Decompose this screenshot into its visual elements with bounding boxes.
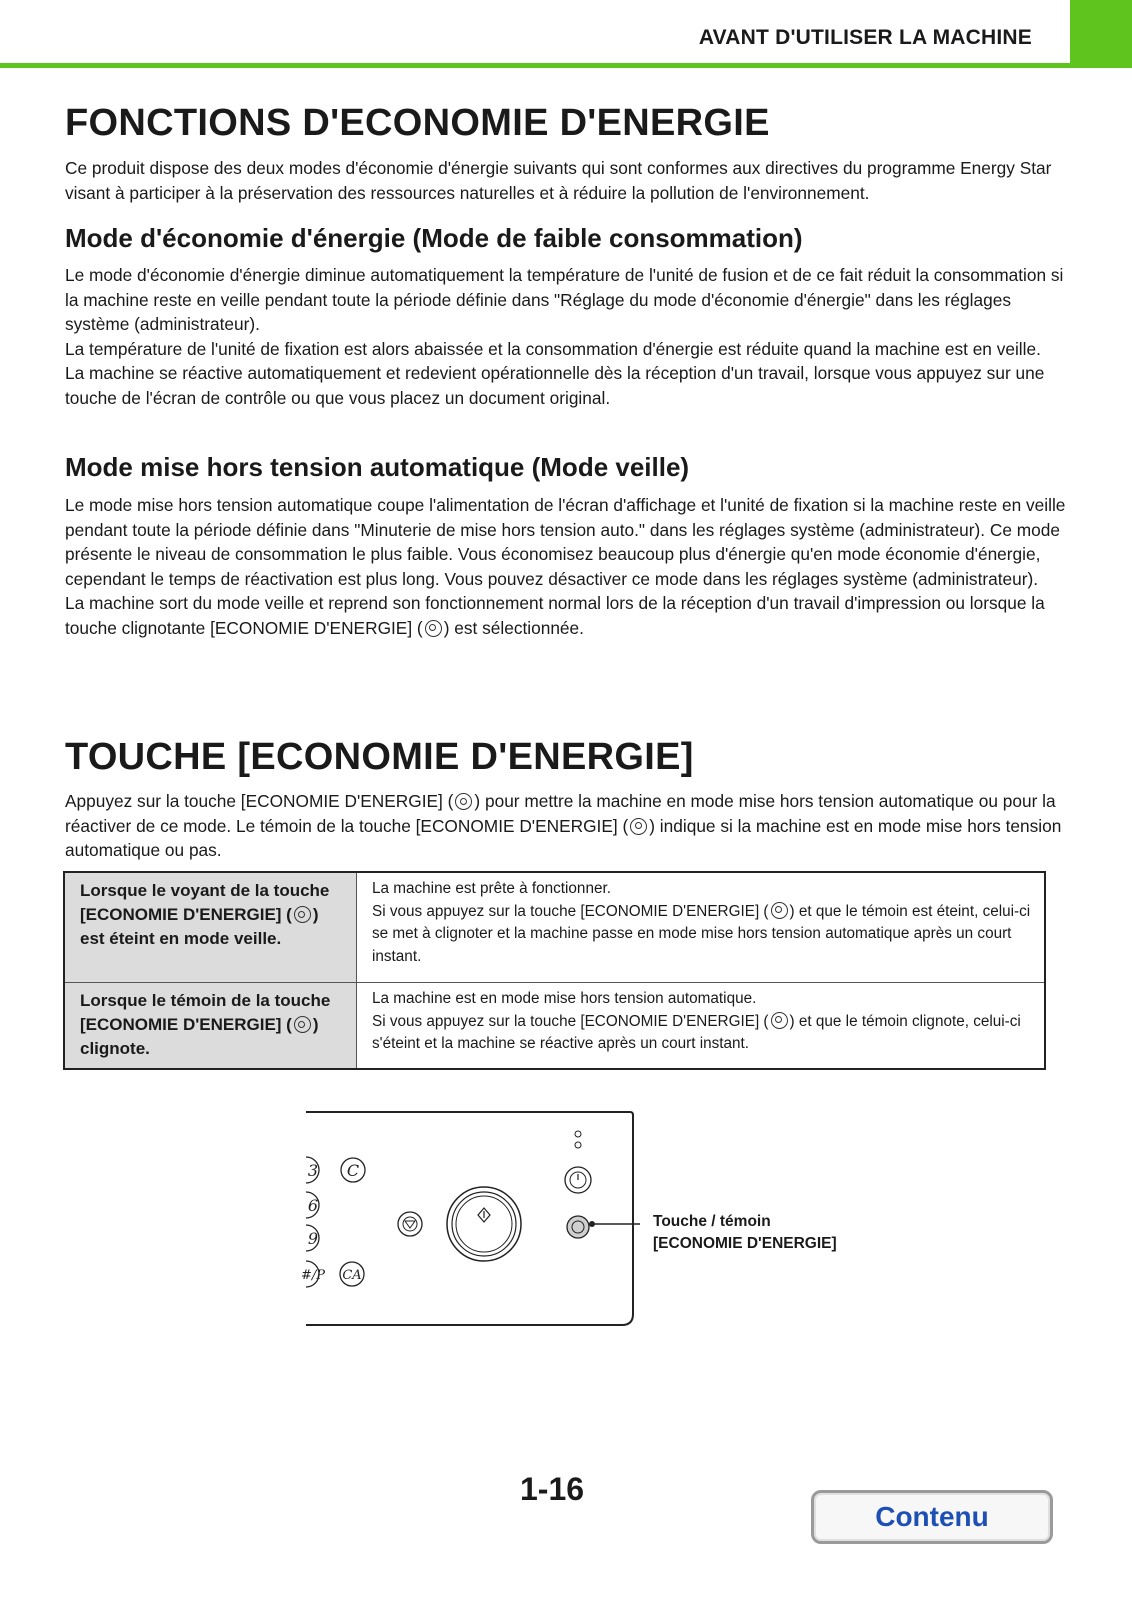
page-title: FONCTIONS D'ECONOMIE D'ENERGIE (65, 102, 770, 144)
section-header-title: AVANT D'UTILISER LA MACHINE (698, 26, 1032, 49)
energy-save-icon (425, 620, 442, 637)
key-9: 9 (307, 1229, 319, 1248)
energy-save-icon (294, 906, 311, 923)
key-hash-p: #/P (300, 1268, 326, 1283)
table-row-description: La machine est en mode mise hors tension automatique. Si vous appuyez sur la touche [ECONOMIE D'ENERGIE] ( ) et que le témoin clignote, celui-ci s'éteint et la machine se réactive après un court instant. (357, 983, 1046, 1070)
power-indicator-icon (575, 1131, 581, 1148)
page-number: 1-16 (520, 1471, 585, 1507)
power-icon (565, 1167, 591, 1193)
energy-save-icon (771, 902, 788, 919)
sleep-mode-text (65, 493, 1075, 640)
table-row (64, 872, 1045, 983)
key-6: 6 (307, 1196, 319, 1215)
key-clear-all: CA (342, 1268, 362, 1283)
intro-paragraph: Ce produit dispose des deux modes d'économie d'énergie suivants qui sont conformes aux directives du programme Energy Star visant à participer à la préservation des ressources naturelles et à réduire la pollution de l'environnement. (65, 158, 1052, 203)
header-green-tab (1070, 0, 1132, 68)
key-3: 3 (307, 1161, 319, 1180)
energy-key-table (63, 871, 1046, 1070)
key-clear: C (346, 1161, 360, 1180)
energy-key-intro: Appuyez sur la touche [ECONOMIE D'ENERGIE] ( ) pour mettre la machine en mode mise hors tension automatique ou pour la réactiver de ce mode. Le témoin de la touche [ECONOMIE D'ENERGIE] ( ) indique si la machine est en mode mise hors tension automatique ou pas. (65, 791, 1062, 860)
control-panel-diagram (300, 1108, 645, 1333)
energy-save-icon (771, 1012, 788, 1029)
sleep-mode-p2: La machine sort du mode veille et reprend son fonctionnement normal lors de la réception d'un travail d'impression ou lorsque la touche clignotante [ECONOMIE D'ENERGIE] ( ) est sélectionnée. (65, 593, 1045, 638)
subheading-low-power: Mode d'économie d'énergie (Mode de faible consommation) (65, 223, 803, 253)
stop-icon (398, 1212, 422, 1236)
low-power-p1: Le mode d'économie d'énergie diminue automatiquement la température de l'unité de fusion et de ce fait réduit la consommation si la machine reste en veille pendant toute la période définie dans "Réglage du mode d'économie d'énergie" dans les réglages système (administrateur). (65, 265, 1064, 334)
diagram-callout-label: Touche / témoin [ECONOMIE D'ENERGIE] (653, 1213, 837, 1252)
low-power-text (65, 263, 1075, 410)
energy-save-icon (630, 818, 647, 835)
table-row-label: Lorsque le témoin de la touche [ECONOMIE D'ENERGIE] ( ) clignote. (64, 983, 357, 1070)
low-power-p3: La machine se réactive automatiquement et redevient opérationnelle dès la réception d'un travail, lorsque vous appuyez sur une touche de l'écran de contrôle ou que vous placez un document original. (65, 363, 1045, 408)
table-row-label: Lorsque le voyant de la touche [ECONOMIE D'ENERGIE] ( ) est éteint en mode veille. (64, 872, 357, 983)
header-divider (0, 63, 1070, 68)
energy-save-icon (294, 1016, 311, 1033)
low-power-p2: La température de l'unité de fixation est alors abaissée et la consommation d'énergie est réduite quand la machine est en veille. (65, 338, 1041, 359)
energy-save-key-icon (567, 1216, 589, 1238)
start-icon (447, 1187, 521, 1261)
subheading-sleep-mode: Mode mise hors tension automatique (Mode veille) (65, 452, 690, 482)
energy-save-icon (455, 793, 472, 810)
contents-button[interactable]: Contenu (811, 1490, 1053, 1544)
sleep-mode-p1: Le mode mise hors tension automatique coupe l'alimentation de l'écran d'affichage et l'unité de fixation si la machine reste en veille pendant toute la période définie dans "Minuterie de mise hors tension auto." dans les réglages système (administrateur). Ce mode présente le niveau de consommation le plus faible. Vous économisez beaucoup plus d'énergie qu'en mode économie d'énergie, cependant le temps de réactivation est plus long. Vous pouvez désactiver ce mode dans les réglages système (administrateur). (65, 495, 1066, 589)
section-title-energy-key: TOUCHE [ECONOMIE D'ENERGIE] (65, 736, 694, 778)
table-row (64, 983, 1045, 1070)
table-row-description: La machine est prête à fonctionner. Si vous appuyez sur la touche [ECONOMIE D'ENERGIE] ( ) et que le témoin est éteint, celui-ci se met à clignoter et la machine passe en mode mise hors tension automatique après un court instant. (357, 872, 1046, 983)
